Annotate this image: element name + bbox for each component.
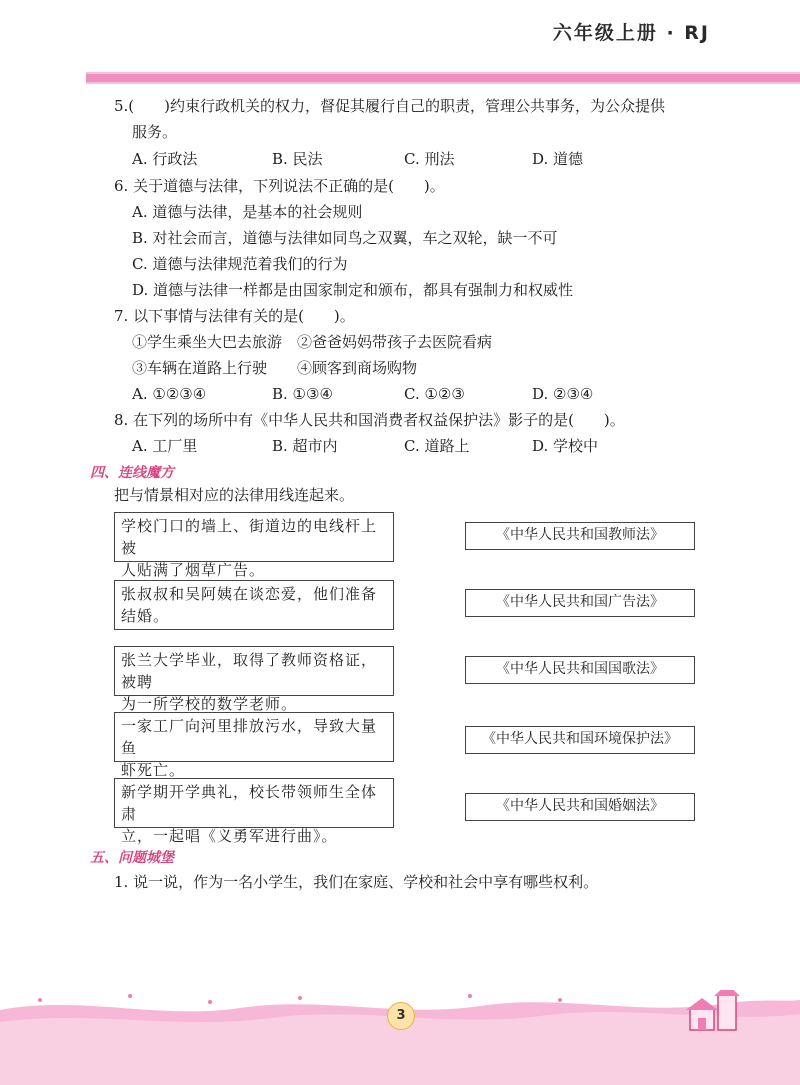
q7-option-c: C. ①②③ — [404, 385, 465, 403]
scene-4-line1: 一家工厂向河里排放污水，导致大量鱼 — [121, 717, 378, 757]
q8-option-b: B. 超市内 — [272, 437, 338, 455]
q8-stem: 8. 在下列的场所中有《中华人民共和国消费者权益保护法》影子的是( )。 — [114, 411, 625, 429]
q5-stem: 5.( )约束行政机关的权力，督促其履行自己的职责，管理公共事务，为公众提供 — [114, 97, 666, 115]
q5-option-c: C. 刑法 — [404, 150, 455, 168]
house-tower-icon — [686, 990, 740, 1030]
book-title: 六年级上册 · RJ — [552, 22, 710, 44]
scene-2-line2: 结婚。 — [121, 607, 170, 625]
scene-1-line1: 学校门口的墙上、街道边的电线杆上被 — [121, 517, 378, 557]
scene-5-line1: 新学期开学典礼，校长带领师生全体肃 — [121, 783, 378, 823]
q8-option-c: C. 道路上 — [404, 437, 470, 455]
law-box-advertising[interactable]: 《中华人民共和国广告法》 — [465, 589, 695, 617]
law-box-teachers[interactable]: 《中华人民共和国教师法》 — [465, 522, 695, 550]
q7-items-2: ③车辆在道路上行驶 ④顾客到商场购物 — [132, 359, 418, 377]
law-box-marriage[interactable]: 《中华人民共和国婚姻法》 — [465, 793, 695, 821]
scene-3-line2: 为一所学校的数学老师。 — [121, 695, 298, 713]
law-box-environment[interactable]: 《中华人民共和国环境保护法》 — [465, 726, 695, 754]
scene-5-line2: 立，一起唱《义勇军进行曲》。 — [121, 827, 338, 845]
scene-box-3[interactable] — [114, 646, 394, 713]
scene-box-1[interactable] — [114, 512, 394, 579]
q8-option-d: D. 学校中 — [532, 437, 599, 455]
scene-2-line1: 张叔叔和吴阿姨在谈恋爱，他们准备 — [121, 585, 378, 603]
scene-1-line2: 人贴满了烟草广告。 — [121, 561, 266, 579]
law-box-anthem[interactable]: 《中华人民共和国国歌法》 — [465, 656, 695, 684]
section4-title: 四、连线魔方 — [90, 465, 174, 481]
scene-box-2[interactable] — [114, 580, 394, 630]
q7-option-b: B. ①③④ — [272, 385, 333, 403]
q6-option-c: C. 道德与法律规范着我们的行为 — [132, 255, 348, 273]
scene-box-5[interactable] — [114, 778, 394, 845]
scene-3-line1: 张兰大学毕业，取得了教师资格证，被聘 — [121, 651, 378, 691]
q6-option-a: A. 道德与法律，是基本的社会规则 — [132, 203, 363, 221]
q5-option-a: A. 行政法 — [132, 150, 198, 168]
q6-option-d: D. 道德与法律一样都是由国家制定和颁布，都具有强制力和权威性 — [132, 281, 574, 299]
q5-stem-cont: 服务。 — [132, 123, 178, 141]
header-band — [86, 72, 800, 84]
q7-option-d: D. ②③④ — [532, 385, 594, 403]
q6-stem: 6. 关于道德与法律，下列说法不正确的是( )。 — [114, 177, 445, 195]
section5-q1: 1. 说一说，作为一名小学生，我们在家庭、学校和社会中享有哪些权利。 — [114, 873, 599, 891]
q5-option-b: B. 民法 — [272, 150, 323, 168]
q7-stem: 7. 以下事情与法律有关的是( )。 — [114, 307, 355, 325]
scene-4-line2: 虾死亡。 — [121, 761, 186, 779]
section4-instruction: 把与情景相对应的法律用线连起来。 — [114, 486, 355, 504]
q7-items-1: ①学生乘坐大巴去旅游 ②爸爸妈妈带孩子去医院看病 — [132, 333, 493, 351]
q7-option-a: A. ①②③④ — [132, 385, 207, 403]
q8-option-a: A. 工厂里 — [132, 437, 198, 455]
scene-box-4[interactable] — [114, 712, 394, 779]
q6-option-b: B. 对社会而言，道德与法律如同鸟之双翼，车之双轮，缺一不可 — [132, 229, 558, 247]
page-number: 3 — [387, 1002, 415, 1030]
section5-title: 五、问题城堡 — [90, 850, 174, 866]
q5-option-d: D. 道德 — [532, 150, 584, 168]
